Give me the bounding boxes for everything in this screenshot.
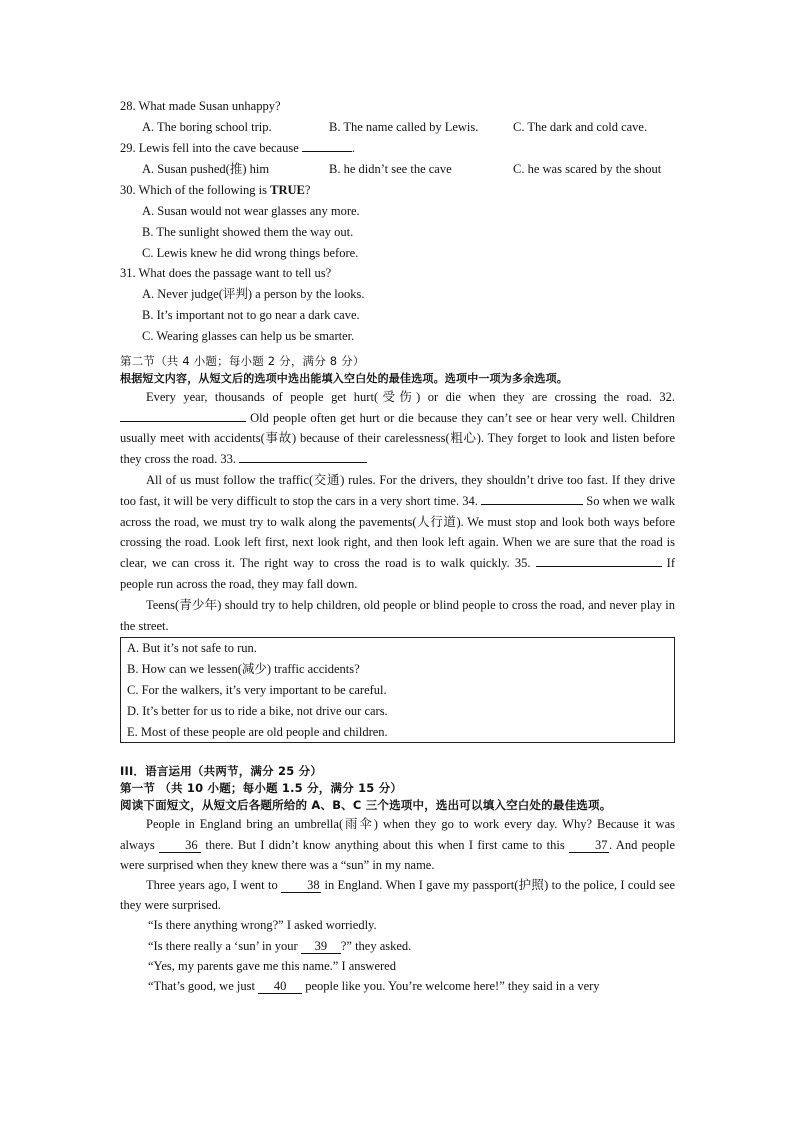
passage-paragraph-3: Teens(青少年) should try to help children, old people or blind people to cross the road, and never play in the street. [120,597,675,633]
answer-blank [302,139,352,152]
option-b[interactable]: B. The sunlight showed them the way out. [142,224,354,239]
sub-heading: 第一节 （共 10 小题；每小题 1.5 分，满分 15 分） [120,781,403,796]
cloze-blank-39[interactable]: 39 [301,939,341,954]
answer-blank-33[interactable] [239,450,367,463]
box-option-c[interactable]: C. For the walkers, it’s very important to be careful. [127,682,387,697]
question-31: 31. What does the passage want to tell us? [120,266,332,281]
options-box [120,637,675,743]
cloze-blank-36[interactable]: 36 [159,838,201,853]
box-option-e[interactable]: E. Most of these people are old people and children. [127,724,388,739]
section-heading: 第二节（共 4 小题；每小题 2 分，满分 8 分） [120,353,365,368]
question-28: 28. What made Susan unhappy? [120,99,281,113]
question-30: 30. Which of the following is TRUE? [120,183,311,197]
option-a[interactable]: A. Susan would not wear glasses any more. [142,204,360,218]
option-c[interactable]: C. he was scared by the shout [513,162,662,176]
passage-paragraph-2: All of us must follow the traffic(交通) rules. For the drivers, they shouldn’t drive too fast. If they drive too fast, it will be very difficult to stop the cars in a very short time. 34. So when we walk across the road, we must try to walk along the pavements(人行道). We must stop and look both ways before crossing the road. Look left first, next look right, and then look left again. When we are sure that the road is clear, we can cross it. The right way to cross the road is to walk quickly. 35. If people run across the road, they may fall down. [120,472,676,591]
option-b[interactable]: B. The name called by Lewis. [329,120,479,134]
option-a[interactable]: A. Never judge(评判) a person by the looks. [142,287,365,302]
option-c[interactable]: C. Lewis knew he did wrong things before. [142,245,359,260]
option-b[interactable]: B. It’s important not to go near a dark cave. [142,308,360,323]
option-a[interactable]: A. The boring school trip. [142,120,272,134]
answer-blank-32[interactable] [120,409,246,422]
exam-page [120,96,675,996]
dialogue-line-2: “Is there really a ‘sun’ in your 39 ?” they asked. [148,938,412,953]
option-a[interactable]: A. Susan pushed(推) him [142,162,270,176]
options-29 [120,159,675,180]
dialogue-line-3: “Yes, my parents gave me this name.” I answered [148,958,396,973]
box-option-b[interactable]: B. How can we lessen(减少) traffic accidents? [127,662,360,677]
options-28 [120,117,675,138]
option-c[interactable]: C. Wearing glasses can help us be smarter. [142,328,355,343]
passage-paragraph-1: Every year, thousands of people get hurt(受伤) or die when they are crossing the road. 32. Old people often get hurt or die because they can’t see or hear very well. Children usually meet with accidents(事故) because of their carelessness(粗心). They forget to look and listen before they cross the road. 33. [120,389,675,467]
box-option-a[interactable]: A. But it’s not safe to run. [127,641,257,656]
cloze-blank-38[interactable]: 38 [281,878,321,893]
question-29: 29. Lewis fell into the cave because . [120,141,355,155]
part-heading: III．语言运用（共两节，满分 25 分） [120,764,323,779]
option-c[interactable]: C. The dark and cold cave. [513,120,648,134]
cloze-paragraph-1: People in England bring an umbrella(雨伞) when they go to work every day. Why? Because it was always 36 there. But I didn’t know anything about this when I first came to this 37 . And people were surprised when they knew there was a “sun” in my name. [120,817,675,872]
part-instruction: 阅读下面短文，从短文后各题所给的 A、B、C 三个选项中，选出可以填入空白处的最佳选项。 [120,798,612,813]
dialogue-line-4: “That’s good, we just 40 people like you. You’re welcome here!” they said in a very [148,978,600,993]
answer-blank-35[interactable] [536,554,662,567]
option-b[interactable]: B. he didn’t see the cave [329,162,452,176]
answer-blank-34[interactable] [481,492,583,505]
cloze-blank-37[interactable]: 37 [569,838,609,853]
section-instruction: 根据短文内容，从短文后的选项中选出能填入空白处的最佳选项。选项中一项为多余选项。 [120,371,568,385]
cloze-paragraph-2: Three years ago, I went to 38 in England. When I gave my passport(护照) to the police, I could see they were surprised. [120,877,676,913]
dialogue-line-1: “Is there anything wrong?” I asked worriedly. [148,918,377,933]
cloze-blank-40[interactable]: 40 [258,979,302,994]
box-option-d[interactable]: D. It’s better for us to ride a bike, not drive our cars. [127,703,388,718]
